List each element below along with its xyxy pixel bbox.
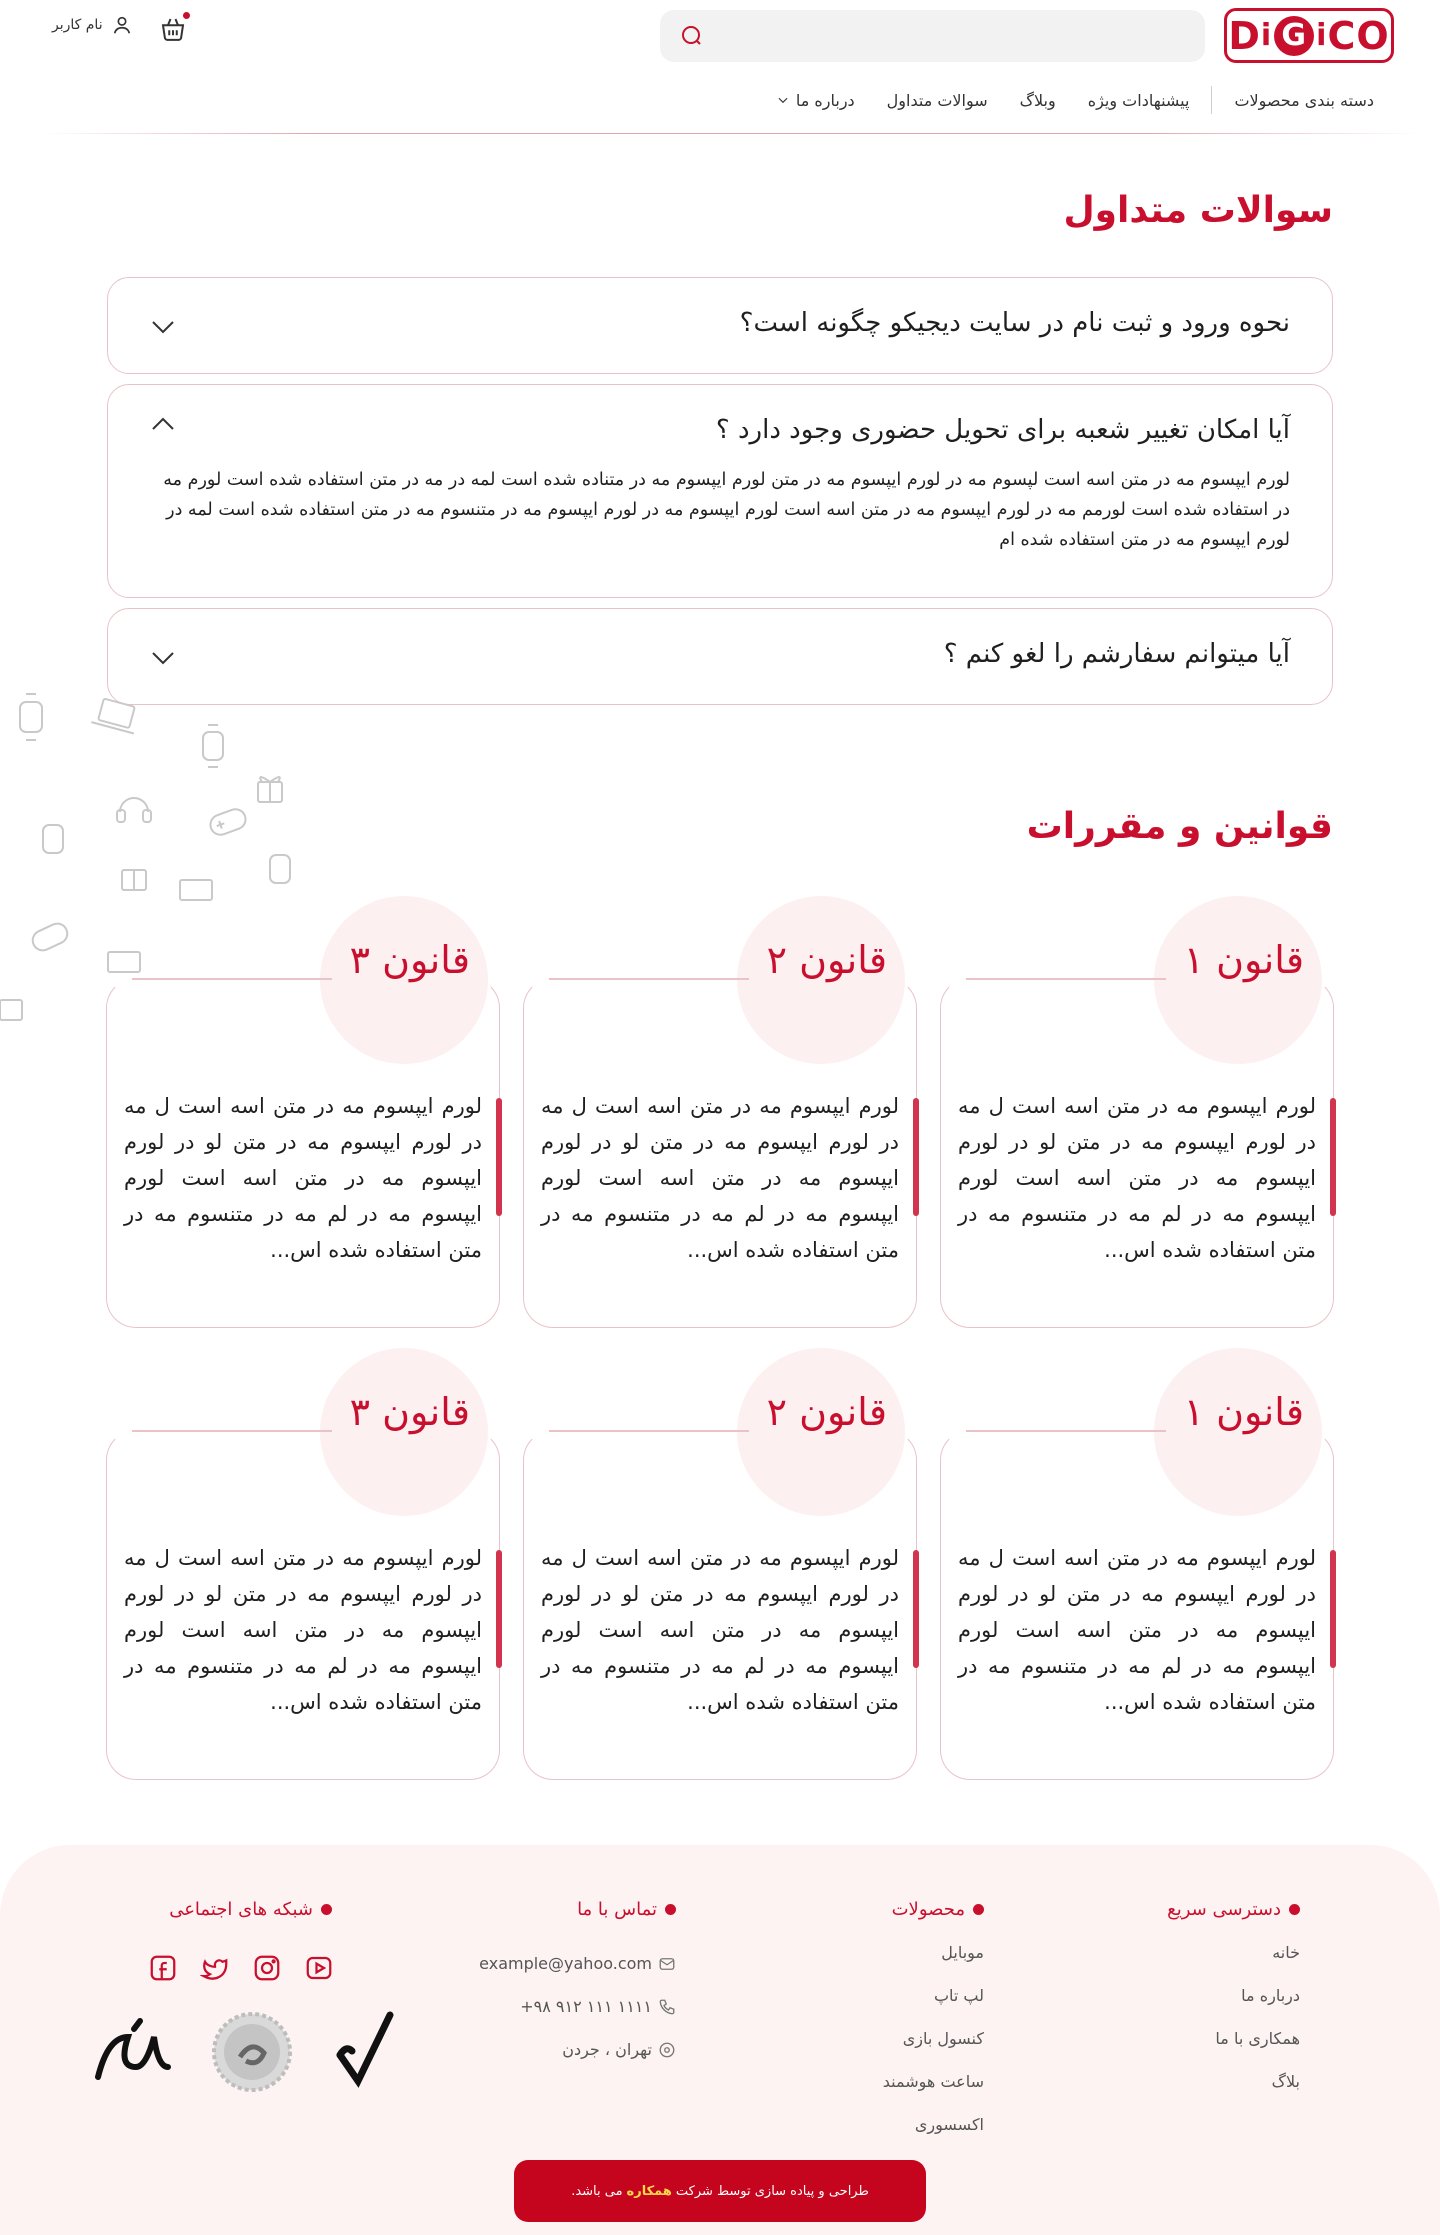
nav-label: درباره ما bbox=[795, 90, 855, 110]
rule-text: لورم ایپسوم مه در متن اسه است ل مه در لورم ایپسوم مه در متن لو در لورم ایپسوم مه در متن اسه است لورم ایپسوم مه در لم مه در متنسوم مه در متن استفاده شده اس... bbox=[958, 1094, 1316, 1262]
footer-link-mobile[interactable]: موبایل bbox=[941, 1943, 984, 1962]
credit-suffix: می باشد. bbox=[571, 2183, 623, 2199]
footer-link-accessory[interactable]: اکسسوری bbox=[914, 2115, 984, 2134]
rule-card-accent-bar bbox=[1330, 1550, 1336, 1668]
rule-text: لورم ایپسوم مه در متن اسه است ل مه در لورم ایپسوم مه در متن لو در لورم ایپسوم مه در متن اسه است لورم ایپسوم مه در لم مه در متنسوم مه در متن استفاده شده اس... bbox=[124, 1546, 482, 1714]
laptop-icon bbox=[91, 697, 140, 734]
logo-text: D i G i CO bbox=[1228, 13, 1390, 58]
chevron-down-icon[interactable] bbox=[148, 312, 178, 342]
contact-email[interactable] bbox=[479, 1942, 676, 1985]
gift-icon bbox=[0, 1000, 22, 1020]
contact-phone-text: +۹۸ ۹۱۲ ۱۱۱ ۱۱۱۱ bbox=[520, 1996, 652, 2016]
bullet-dot bbox=[321, 1904, 332, 1915]
rule-card-top-border bbox=[966, 978, 1166, 980]
search-icon[interactable] bbox=[680, 24, 704, 48]
footer-quick-access bbox=[1167, 1899, 1300, 2114]
rule-title: قانون ۳ bbox=[349, 938, 470, 982]
rule-title: قانون ۲ bbox=[766, 1390, 887, 1434]
gamepad-icon bbox=[29, 920, 70, 953]
rule-card-accent-bar bbox=[1330, 1098, 1336, 1216]
footer-column-title bbox=[1167, 1899, 1300, 1920]
facebook-icon[interactable] bbox=[148, 1953, 178, 1983]
nav-blog[interactable] bbox=[1004, 91, 1072, 110]
faq-question: نحوه ورود و ثبت نام در سایت دیجیکو چگونه است؟ bbox=[739, 308, 1290, 338]
rule-card-accent-bar bbox=[496, 1098, 502, 1216]
laptop-icon bbox=[180, 880, 212, 900]
search-input[interactable] bbox=[660, 10, 1205, 62]
nav-label: پیشنهادات ویژه bbox=[1087, 90, 1190, 110]
rule-text: لورم ایپسوم مه در متن اسه است ل مه در لورم ایپسوم مه در متن لو در لورم ایپسوم مه در متن اسه است لورم ایپسوم مه در لم مه در متنسوم مه در متن استفاده شده اس... bbox=[124, 1094, 482, 1262]
location-icon bbox=[658, 2041, 676, 2059]
footer-column-title bbox=[169, 1899, 332, 1920]
rule-card-accent-bar bbox=[496, 1550, 502, 1668]
rule-text: لورم ایپسوم مه در متن اسه است ل مه در لورم ایپسوم مه در متن لو در لورم ایپسوم مه در متن اسه است لورم ایپسوم مه در لم مه در متنسوم مه در متن استفاده شده اس... bbox=[541, 1546, 899, 1714]
laptop-icon bbox=[108, 952, 140, 972]
credit-prefix: طراحی و پیاده سازی توسط شرکت bbox=[675, 2183, 869, 2199]
phone-icon bbox=[658, 1998, 676, 2016]
contact-phone[interactable] bbox=[479, 1985, 676, 2028]
enamad-badge-icon bbox=[340, 2015, 390, 2081]
rule-card[interactable] bbox=[940, 938, 1334, 1328]
nav-label: وبلاگ bbox=[1019, 90, 1056, 110]
footer-title-text: محصولات bbox=[891, 1899, 965, 1920]
user-icon bbox=[111, 14, 133, 36]
watch-icon bbox=[270, 855, 290, 883]
user-name: نام کاربر bbox=[52, 17, 103, 33]
samandehi-badge-icon bbox=[214, 2014, 290, 2090]
rules-title: قوانین و مقررات bbox=[1026, 806, 1333, 847]
site-logo[interactable] bbox=[1224, 8, 1394, 63]
bullet-dot bbox=[1289, 1904, 1300, 1915]
chevron-down-icon[interactable] bbox=[148, 643, 178, 673]
faq-item[interactable] bbox=[107, 277, 1333, 374]
nav-label: سوالات متداول bbox=[886, 90, 988, 110]
nav-special-offers[interactable] bbox=[1072, 91, 1206, 110]
credit-banner bbox=[514, 2160, 926, 2222]
chevron-down-icon bbox=[776, 93, 790, 107]
cart-badge bbox=[181, 10, 192, 21]
youtube-icon[interactable] bbox=[304, 1953, 334, 1983]
chevron-up-icon[interactable] bbox=[148, 409, 178, 439]
watch-icon bbox=[203, 725, 223, 767]
rule-card-top-border bbox=[132, 978, 332, 980]
user-account[interactable] bbox=[52, 14, 133, 36]
footer-link-home[interactable]: خانه bbox=[1272, 1943, 1300, 1962]
email-icon bbox=[658, 1955, 676, 1973]
nav-about[interactable] bbox=[760, 91, 871, 110]
rule-card[interactable] bbox=[106, 1390, 500, 1780]
footer-link-cooperation[interactable]: همکاری با ما bbox=[1215, 2029, 1300, 2048]
faq-title: سوالات متداول bbox=[1063, 190, 1333, 231]
footer-products bbox=[883, 1899, 984, 2157]
instagram-icon[interactable] bbox=[252, 1953, 282, 1983]
footer-title-text: تماس با ما bbox=[577, 1899, 657, 1920]
headphones-icon bbox=[117, 798, 151, 822]
footer-title-text: شبکه های اجتماعی bbox=[169, 1899, 313, 1920]
rule-title: قانون ۱ bbox=[1183, 938, 1304, 982]
footer-link-about[interactable]: درباره ما bbox=[1241, 1986, 1300, 2005]
faq-answer: لورم ایپسوم مه در متن اسه است لپسوم مه در لورم ایپسوم مه در متن لورم ایپسوم مه در متناده شده است لمه در مه در متن استفاده شده است لورم مه در استفاده شده است لورمم مه در لورم ایپسوم مه در متن اسه است لورم ایپسوم مه در لورم ایپسوم مه در متنسوم مه در متن استفاده شده است لمه در لورم ایپسوم مه در متن استفاده شده ام bbox=[163, 470, 1290, 550]
faq-question: آیا میتوانم سفارشم را لغو کنم ؟ bbox=[943, 639, 1290, 669]
credit-company-link[interactable]: همکاره bbox=[626, 2183, 672, 2199]
rule-card-top-border bbox=[549, 978, 749, 980]
rule-card-top-border bbox=[549, 1430, 749, 1432]
footer-column-title bbox=[883, 1899, 984, 1920]
nav-categories[interactable] bbox=[1218, 91, 1390, 110]
rule-title: قانون ۱ bbox=[1183, 1390, 1304, 1434]
rule-card-top-border bbox=[132, 1430, 332, 1432]
gift-icon bbox=[258, 777, 282, 802]
social-links bbox=[148, 1953, 334, 1983]
faq-item-expanded[interactable] bbox=[107, 384, 1333, 598]
nav-separator bbox=[1211, 86, 1212, 114]
watch-icon bbox=[20, 694, 42, 740]
rule-card[interactable] bbox=[523, 1390, 917, 1780]
footer-link-blog[interactable]: بلاگ bbox=[1271, 2072, 1300, 2091]
footer-contact bbox=[479, 1899, 676, 2071]
watch-icon bbox=[43, 825, 63, 853]
bullet-dot bbox=[665, 1904, 676, 1915]
rule-card-accent-bar bbox=[913, 1550, 919, 1668]
footer-column-title bbox=[479, 1899, 676, 1920]
footer-title-text: دسترسی سریع bbox=[1167, 1899, 1281, 1920]
bullet-dot bbox=[973, 1904, 984, 1915]
rule-card-accent-bar bbox=[913, 1098, 919, 1216]
main-nav bbox=[760, 86, 1390, 114]
footer-link-laptop[interactable]: لپ تاپ bbox=[933, 1986, 984, 2005]
rule-card[interactable] bbox=[106, 938, 500, 1328]
signature-badge-icon bbox=[98, 2021, 168, 2077]
contact-email-text: example@yahoo.com bbox=[479, 1953, 652, 1973]
site-header bbox=[0, 0, 1440, 136]
contact-address-text: تهران ، جردن bbox=[562, 2039, 652, 2059]
rule-text: لورم ایپسوم مه در متن اسه است ل مه در لورم ایپسوم مه در متن لو در لورم ایپسوم مه در متن اسه است لورم ایپسوم مه در لم مه در متنسوم مه در متن استفاده شده اس... bbox=[541, 1094, 899, 1262]
gift-icon bbox=[122, 870, 146, 890]
cart-button[interactable] bbox=[158, 14, 188, 44]
contact-address bbox=[479, 2028, 676, 2071]
nav-faq[interactable] bbox=[871, 91, 1004, 110]
rule-title: قانون ۳ bbox=[349, 1390, 470, 1434]
gamepad-icon bbox=[208, 806, 249, 837]
rule-card-top-border bbox=[966, 1430, 1166, 1432]
nav-label: دسته بندی محصولات bbox=[1234, 90, 1374, 110]
footer-link-smartwatch[interactable]: ساعت هوشمند bbox=[882, 2072, 984, 2091]
header-divider bbox=[40, 133, 1420, 134]
rule-text: لورم ایپسوم مه در متن اسه است ل مه در لورم ایپسوم مه در متن لو در لورم ایپسوم مه در متن اسه است لورم ایپسوم مه در لم مه در متنسوم مه در متن استفاده شده اس... bbox=[958, 1546, 1316, 1714]
trust-badges bbox=[90, 2007, 400, 2097]
faq-question: آیا امکان تغییر شعبه برای تحویل حضوری وجود دارد ؟ bbox=[715, 415, 1290, 445]
twitter-icon[interactable] bbox=[200, 1953, 230, 1983]
footer-social bbox=[169, 1899, 332, 1920]
rule-card[interactable] bbox=[940, 1390, 1334, 1780]
rule-title: قانون ۲ bbox=[766, 938, 887, 982]
footer-link-console[interactable]: کنسول بازی bbox=[902, 2029, 984, 2048]
rule-card[interactable] bbox=[523, 938, 917, 1328]
